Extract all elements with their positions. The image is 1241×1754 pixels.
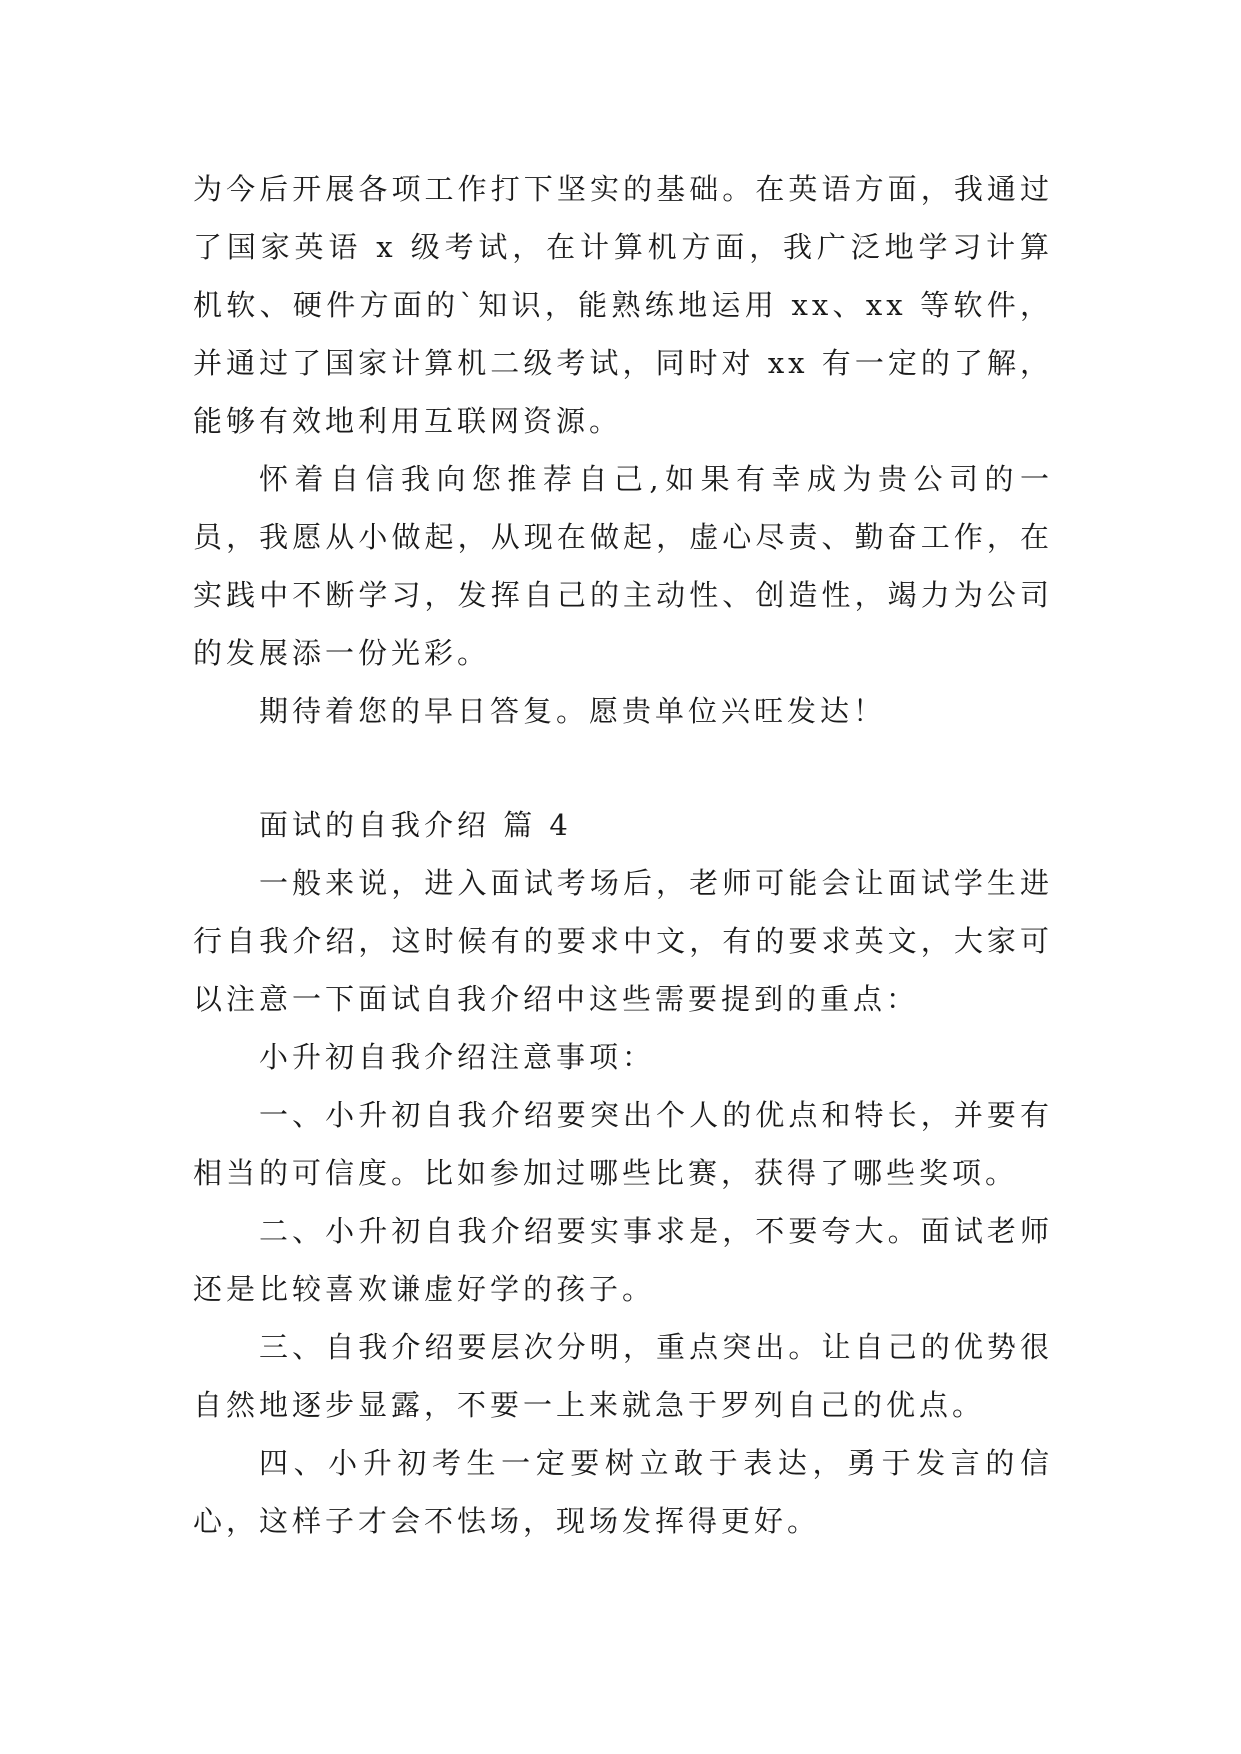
paragraph-continuation: 为今后开展各项工作打下坚实的基础。在英语方面，我通过了国家英语 x 级考试，在计算机方面，我广泛地学习计算机软、硬件方面的`知识，能熟练地运用 xx、xx 等软件，并通过了国家计算机二级考试，同时对 xx 有一定的了解，能够有效地利用互联网资源。 xyxy=(193,172,1053,438)
paragraph-intro: 一般来说，进入面试考场后，老师可能会让面试学生进行自我介绍，这时候有的要求中文，有的要求英文，大家可以注意一下面试自我介绍中这些需要提到的重点： xyxy=(193,866,1053,1016)
section-title: 面试的自我介绍 篇 4 xyxy=(259,808,572,842)
paragraph-closing: 期待着您的早日答复。愿贵单位兴旺发达！ xyxy=(259,694,887,728)
section-spacer xyxy=(193,740,1053,796)
paragraph-point-3: 三、自我介绍要层次分明，重点突出。让自己的优势很自然地逐步显露，不要一上来就急于罗列自己的优点。 xyxy=(193,1330,1053,1422)
paragraph-notes-heading: 小升初自我介绍注意事项： xyxy=(259,1040,656,1074)
paragraph-recommendation: 怀着自信我向您推荐自己,如果有幸成为贵公司的一员，我愿从小做起，从现在做起，虚心尽责、勤奋工作，在实践中不断学习，发挥自己的主动性、创造性，竭力为公司的发展添一份光彩。 xyxy=(193,462,1053,670)
paragraph-point-4: 四、小升初考生一定要树立敢于表达，勇于发言的信心，这样子才会不怯场，现场发挥得更好。 xyxy=(193,1446,1053,1538)
paragraph-point-2: 二、小升初自我介绍要实事求是，不要夸大。面试老师还是比较喜欢谦虚好学的孩子。 xyxy=(193,1214,1053,1306)
document-page xyxy=(193,160,1053,1550)
paragraph-point-1: 一、小升初自我介绍要突出个人的优点和特长，并要有相当的可信度。比如参加过哪些比赛，获得了哪些奖项。 xyxy=(193,1098,1053,1190)
